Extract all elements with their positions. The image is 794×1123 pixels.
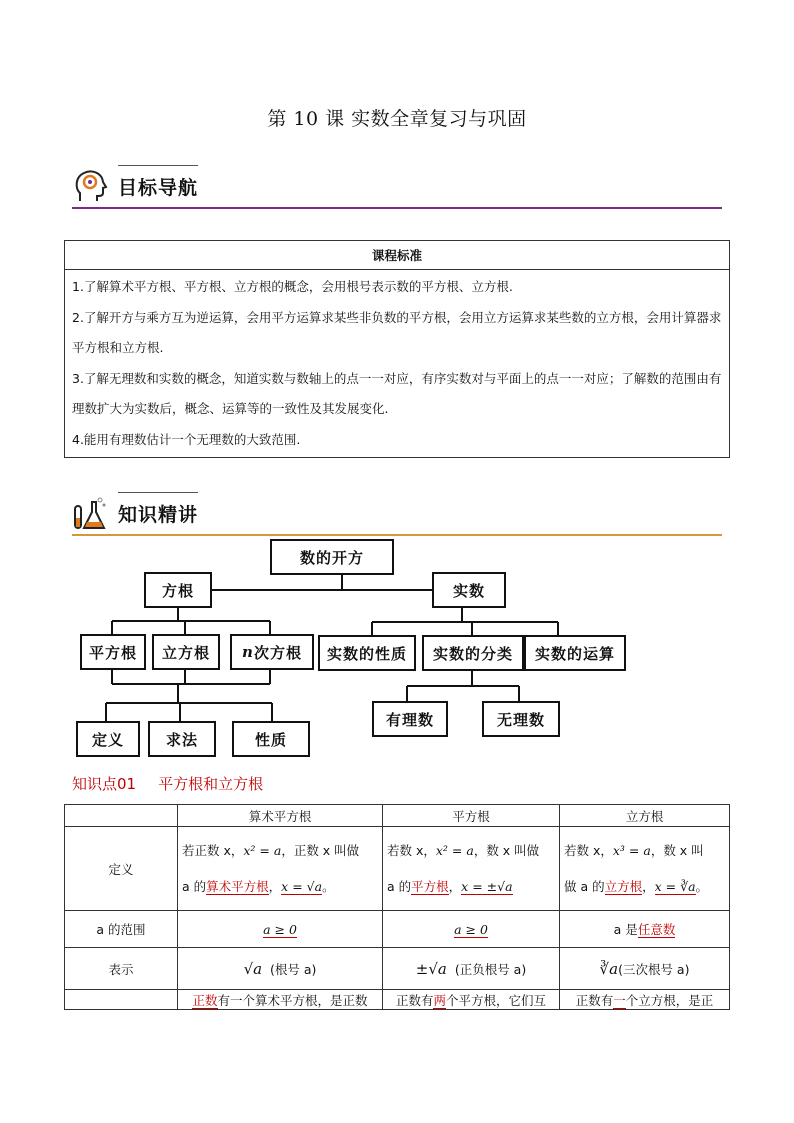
cell-cube-repr xyxy=(560,948,730,990)
section-rule xyxy=(72,534,722,536)
compare-table xyxy=(64,804,730,1010)
row-label-range: a 的范围 xyxy=(65,911,178,948)
node-xingzhi2: 性质 xyxy=(232,721,310,757)
term: 正数 xyxy=(192,992,218,1008)
text: a 是 xyxy=(613,922,638,937)
cell-cube-prop xyxy=(560,990,730,1010)
header-overline xyxy=(118,492,198,493)
equation: x² = a xyxy=(243,842,282,858)
text: 若数 x， xyxy=(564,842,613,858)
section-rule xyxy=(72,207,722,209)
term: 立方根 xyxy=(604,878,643,894)
cell-arith-range xyxy=(178,911,383,948)
term: 一 xyxy=(613,992,626,1008)
standard-item: 4.能用有理数估计一个无理数的大致范围. xyxy=(72,431,301,447)
text: 有一个算术平方根，是正数 xyxy=(217,992,368,1008)
text: a 的 xyxy=(387,878,412,894)
standard-item: 2.了解开方与乘方互为逆运算，会用平方运算求某些非负数的平方根，会用立方运算求某些数的立方根，会用计算器求平方根和立方根. xyxy=(72,309,722,355)
text: (三次根号 a) xyxy=(618,961,690,977)
kp-number: 知识点01 xyxy=(72,775,137,793)
row-label-def: 定义 xyxy=(65,827,178,911)
cell-sq-range xyxy=(383,911,560,948)
n-variable: n xyxy=(242,643,254,661)
cell-arith-def xyxy=(178,827,383,911)
equation: a ≥ 0 xyxy=(454,921,488,937)
text: 若数 x， xyxy=(387,842,436,858)
standards-table xyxy=(64,240,730,458)
node-ncifanggen-label: 次方根 xyxy=(253,643,302,662)
header-arith: 算术平方根 xyxy=(178,805,383,827)
cell-sq-def xyxy=(383,827,560,911)
text: a 的 xyxy=(182,878,207,894)
kp-title: 平方根和立方根 xyxy=(158,775,264,793)
section-title-knowledge: 知识精讲 xyxy=(118,504,199,526)
equation: x² = a xyxy=(435,842,474,858)
text: ，正数 x 叫做 xyxy=(281,842,360,858)
section-title-goals: 目标导航 xyxy=(118,177,199,199)
text: 。 xyxy=(695,878,709,894)
knowledge-point-heading xyxy=(72,773,263,794)
cell-arith-prop xyxy=(178,990,383,1010)
standard-item: 1.了解算术平方根、平方根、立方根的概念，会用根号表示数的平方根、立方根. xyxy=(72,279,513,294)
node-fenlei: 实数的分类 xyxy=(422,635,524,671)
equation: ±√a xyxy=(415,959,447,978)
equation: x = √a xyxy=(281,878,323,894)
cell-sq-prop xyxy=(383,990,560,1010)
node-root: 数的开方 xyxy=(270,539,394,575)
text: ， xyxy=(448,878,462,894)
term: 算术平方根 xyxy=(206,878,269,894)
text: 做 a 的 xyxy=(564,878,605,894)
term: 两 xyxy=(433,992,446,1008)
text: 个立方根，是正 xyxy=(625,992,714,1008)
section-header-goals xyxy=(72,165,722,209)
text: ， xyxy=(268,878,282,894)
node-ncifanggen xyxy=(230,634,314,670)
equation: x = ±√a xyxy=(461,878,513,894)
header-empty xyxy=(65,805,178,827)
text: (正负根号 a) xyxy=(454,961,527,977)
node-shishu: 实数 xyxy=(432,572,506,608)
cell-arith-repr xyxy=(178,948,383,990)
text: 。 xyxy=(322,878,335,894)
row-label-repr: 表示 xyxy=(65,948,178,990)
node-wulishu: 无理数 xyxy=(482,701,560,737)
standards-body xyxy=(65,270,730,458)
header-sq: 平方根 xyxy=(383,805,560,827)
header-cube: 立方根 xyxy=(560,805,730,827)
text: 正数有 xyxy=(575,992,614,1008)
row-label-prop xyxy=(65,990,178,1010)
cell-cube-def xyxy=(560,827,730,911)
equation: √a xyxy=(243,959,263,978)
head-gear-icon xyxy=(72,167,108,205)
text: 若正数 x， xyxy=(182,842,244,858)
node-fanggen: 方根 xyxy=(144,572,212,608)
text: (根号 a) xyxy=(270,961,317,977)
node-lifanggen: 立方根 xyxy=(152,634,220,670)
cell-sq-repr xyxy=(383,948,560,990)
node-pingfanggen: 平方根 xyxy=(80,634,146,670)
equation: x³ = a xyxy=(612,842,651,858)
standard-item: 3.了解无理数和实数的概念，知道实数与数轴上的点一一对应，有序实数对与平面上的点一一对应；了解数的范围由有理数扩大为实数后，概念、运算等的一致性及其发展变化. xyxy=(72,370,722,416)
cell-cube-range xyxy=(560,911,730,948)
text: 正数有 xyxy=(395,992,434,1008)
node-qiufa: 求法 xyxy=(148,721,216,757)
node-dingyi: 定义 xyxy=(76,721,140,757)
text: ，数 x 叫做 xyxy=(473,842,540,858)
term: 任意数 xyxy=(637,922,676,937)
standards-header: 课程标准 xyxy=(65,241,730,270)
text: ， xyxy=(642,878,655,894)
header-overline xyxy=(118,165,198,166)
node-youlishu: 有理数 xyxy=(372,701,448,737)
term: 平方根 xyxy=(411,878,449,894)
equation: ∛a xyxy=(599,959,619,978)
node-xingzhi: 实数的性质 xyxy=(318,635,416,671)
text: ，数 x 叫 xyxy=(650,842,704,858)
text: 个平方根，它们互 xyxy=(446,992,547,1008)
flask-icon xyxy=(72,494,108,532)
section-header-knowledge xyxy=(72,492,722,536)
node-yunsuan: 实数的运算 xyxy=(524,635,626,671)
mind-map xyxy=(72,538,632,760)
equation: a ≥ 0 xyxy=(263,921,297,937)
equation: x = ∛a xyxy=(654,878,696,894)
page-title: 第 10 课 实数全章复习与巩固 xyxy=(267,108,527,130)
